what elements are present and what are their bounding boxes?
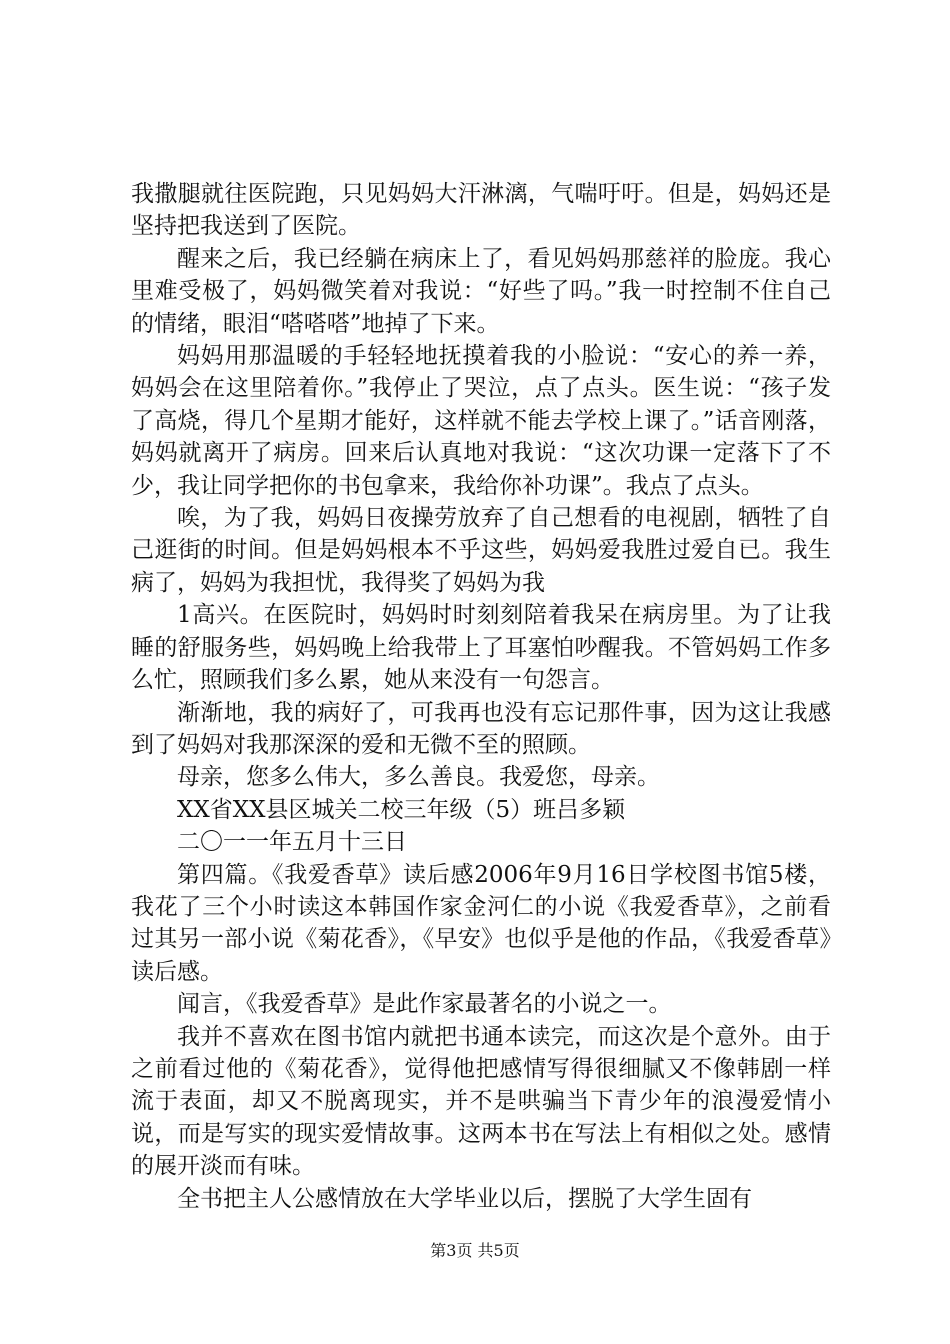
paragraph-7: 母亲，您多么伟大，多么善良。我爱您，母亲。 bbox=[177, 764, 660, 791]
document-body bbox=[131, 178, 831, 1215]
page-footer: 第3页 共5页 bbox=[430, 1241, 520, 1260]
paragraph-6: 渐渐地，我的病好了，可我再也没有忘记那件事，因为这让我感到了妈妈对我那深深的爱和无微不至的照顾。 bbox=[131, 699, 831, 758]
paragraph-10: 第四篇。《我爱香草》读后感2006年9月16日学校图书馆5楼，我花了三个小时读这本韩国作家金河仁的小说《我爱香草》，之前看过其另一部小说《菊花香》，《早安》也似乎是他的作品，《我爱香草》读后感。 bbox=[131, 861, 831, 985]
paragraph-1: 我撒腿就往医院跑，只见妈妈大汗淋漓，气喘吁吁。但是，妈妈还是坚持把我送到了医院。 bbox=[131, 181, 831, 240]
author-signature: XX省XX县区城关二校三年级（5）班吕多颖 bbox=[177, 796, 626, 823]
signature-date: 二〇一一年五月十三日 bbox=[177, 829, 407, 856]
paragraph-13: 全书把主人公感情放在大学毕业以后，摆脱了大学生固有 bbox=[177, 1185, 752, 1212]
paragraph-11: 闻言，《我爱香草》是此作家最著名的小说之一。 bbox=[177, 991, 672, 1018]
paragraph-2: 醒来之后，我已经躺在病床上了，看见妈妈那慈祥的脸庞。我心里难受极了，妈妈微笑着对我说：“好些了吗。”我一时控制不住自己的情绪，眼泪“嗒嗒嗒”地掉了下来。 bbox=[131, 245, 831, 337]
paragraph-4: 唉，为了我，妈妈日夜操劳放弃了自己想看的电视剧，牺牲了自己逛街的时间。但是妈妈根本不乎这些，妈妈爱我胜过爱自已。我生病了，妈妈为我担忧，我得奖了妈妈为我 bbox=[131, 505, 831, 596]
paragraph-5: 1高兴。在医院时，妈妈时时刻刻陪着我呆在病房里。为了让我睡的舒服务些，妈妈晚上给我带上了耳塞怕吵醒我。不管妈妈工作多么忙，照顾我们多么累，她从来没有一句怨言。 bbox=[131, 602, 831, 694]
paragraph-12: 我并不喜欢在图书馆内就把书通本读完，而这次是个意外。由于之前看过他的《菊花香》，觉得他把感情写得很细腻又不像韩剧一样流于表面，却又不脱离现实，并不是哄骗当下青少年的浪漫爱情小说，而是写实的现实爱情故事。这两本书在写法上有相似之处。感情的展开淡而有味。 bbox=[131, 1023, 831, 1180]
paragraph-3: 妈妈用那温暖的手轻轻地抚摸着我的小脸说：“安心的养一养，妈妈会在这里陪着你。”我停止了哭泣，点了点头。医生说：“孩子发了高烧，得几个星期才能好，这样就不能去学校上课了。”话音刚落，妈妈就离开了病房。回来后认真地对我说：“这次功课一定落下了不少，我让同学把你的书包拿来，我给你补功课”。我点了点头。 bbox=[131, 343, 831, 499]
